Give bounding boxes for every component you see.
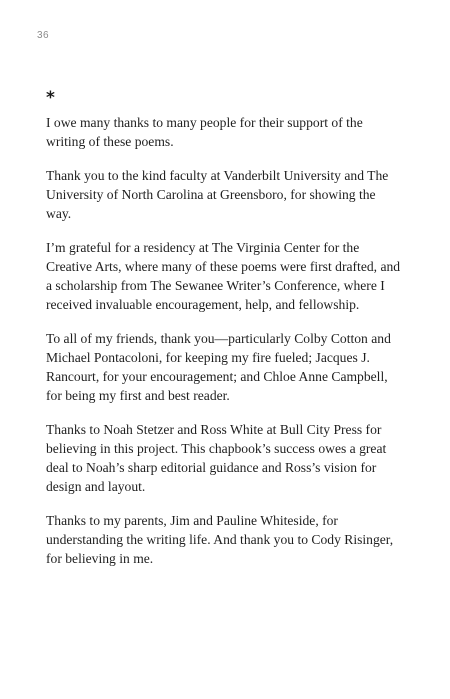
paragraph-family: Thanks to my parents, Jim and Pauline Whiteside, for understanding the writing life. And thank you to Cody Risinger, for believing in me. — [46, 513, 394, 566]
paragraph-publishers: Thanks to Noah Stetzer and Ross White at Bull City Press for believing in this project. This chapbook’s success owes a great deal to Noah’s sharp editorial guidance and Ross’s vision for design and layout. — [46, 422, 387, 494]
paragraph-residency: I’m grateful for a residency at The Virginia Center for the Creative Arts, where many of these poems were first drafted, and a scholarship from The Sewanee Writer’s Conference, where I received invaluable encouragement, help, and fellowship. — [46, 240, 401, 312]
acknowledgments-body — [46, 113, 401, 583]
paragraph-friends: To all of my friends, thank you—particularly Colby Cotton and Michael Pontacoloni, for keeping my fire fueled; Jacques J. Rancourt, for your encouragement; and Chloe Anne Campbell, for being my first and best reader. — [46, 331, 391, 403]
page-number: 36 — [37, 30, 50, 41]
paragraph-faculty: Thank you to the kind faculty at Vanderbilt University and The University of North Carolina at Greensboro, for showing the way. — [46, 168, 389, 221]
section-asterisk: * — [46, 88, 55, 108]
paragraph-thanks-support: I owe many thanks to many people for their support of the writing of these poems. — [46, 115, 363, 149]
